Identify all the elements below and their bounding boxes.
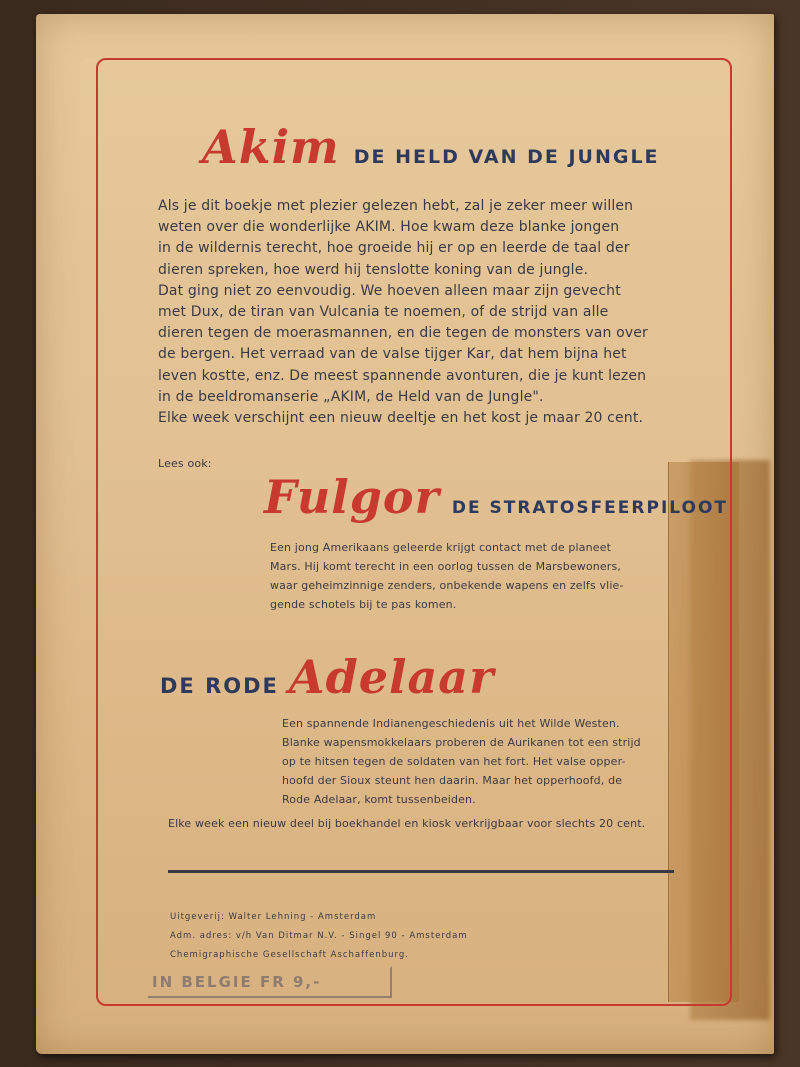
footer-line: Uitgeverij: Walter Lehning - Amsterdam xyxy=(170,912,377,922)
footer-line: Adm. adres: v/h Van Ditmar N.V. - Singel 90 - Amsterdam xyxy=(170,931,468,941)
adelaar-heading xyxy=(160,650,494,704)
akim-title-caps: DE HELD VAN DE JUNGLE xyxy=(353,146,660,168)
fulgor-heading xyxy=(264,470,728,524)
akim-line: Als je dit boekje met plezier gelezen hebt, zal je zeker meer willen xyxy=(158,198,634,214)
akim-line: Elke week verschijnt een nieuw deeltje en het kost je maar 20 cent. xyxy=(158,410,644,427)
adelaar-line: Rode Adelaar, komt tussenbeiden. xyxy=(282,793,476,806)
akim-line: met Dux, de tiran van Vulcania te noemen, of de strijd van alle xyxy=(158,304,609,321)
akim-line: de bergen. Het verraad van de valse tijger Kar, dat hem bijna het xyxy=(158,346,627,363)
akim-text xyxy=(158,196,678,429)
fulgor-line: waar geheimzinnige zenders, onbekende wapens en zelfs vlie- xyxy=(270,579,624,592)
lees-ook-label: Lees ook: xyxy=(158,457,212,470)
weekly-notice: Elke week een nieuw deel bij boekhandel en kiosk verkrijgbaar voor slechts 20 cent. xyxy=(168,817,646,830)
akim-line: Dat ging niet zo eenvoudig. We hoeven alleen maar zijn gevecht xyxy=(158,282,621,299)
akim-line: in de beeldromanserie „AKIM, de Held van de Jungle". xyxy=(158,388,544,405)
publisher-footer xyxy=(170,908,468,965)
fulgor-line: Mars. Hij komt terecht in een oorlog tussen de Marsbewoners, xyxy=(270,560,622,573)
akim-line: dieren tegen de moerasmannen, en die tegen de monsters van over xyxy=(158,325,648,342)
akim-line: weten over die wonderlijke AKIM. Hoe kwam deze blanke jongen xyxy=(158,219,620,236)
akim-heading xyxy=(202,120,660,174)
akim-line: in de wildernis terecht, hoe groeide hij er op en leerde de taal der xyxy=(158,240,630,257)
adelaar-text xyxy=(282,714,682,809)
divider-rule xyxy=(168,870,674,873)
fulgor-text xyxy=(270,538,680,614)
adelaar-line: op te hitsen tegen de soldaten van het fort. Het valse opper- xyxy=(282,755,626,768)
adelaar-line: hoofd der Sioux steunt hen daarin. Maar het opperhoofd, de xyxy=(282,774,623,787)
adelaar-line: Een spannende Indianengeschiedenis uit het Wilde Westen. xyxy=(282,717,620,730)
adelaar-title-script: Adelaar xyxy=(288,650,495,704)
fulgor-line: gende schotels bij te pas komen. xyxy=(270,598,457,611)
footer-line: Chemigraphische Gesellschaft Aschaffenburg. xyxy=(170,950,409,960)
fulgor-title-caps: DE STRATOSFEERPILOOT xyxy=(451,498,728,518)
fulgor-line: Een jong Amerikaans geleerde krijgt contact met de planeet xyxy=(270,541,612,554)
akim-line: dieren spreken, hoe werd hij tenslotte koning van de jungle. xyxy=(158,261,589,278)
price-stamp: IN BELGIE FR 9,- xyxy=(148,966,392,998)
adelaar-title-caps: DE RODE xyxy=(160,674,279,698)
adelaar-line: Blanke wapensmokkelaars proberen de Aurikanen tot een strijd xyxy=(282,736,641,749)
akim-title-script: Akim xyxy=(202,120,340,174)
fulgor-title-script: Fulgor xyxy=(264,470,440,524)
akim-line: leven kostte, enz. De meest spannende avonturen, die je kunt lezen xyxy=(158,367,647,384)
